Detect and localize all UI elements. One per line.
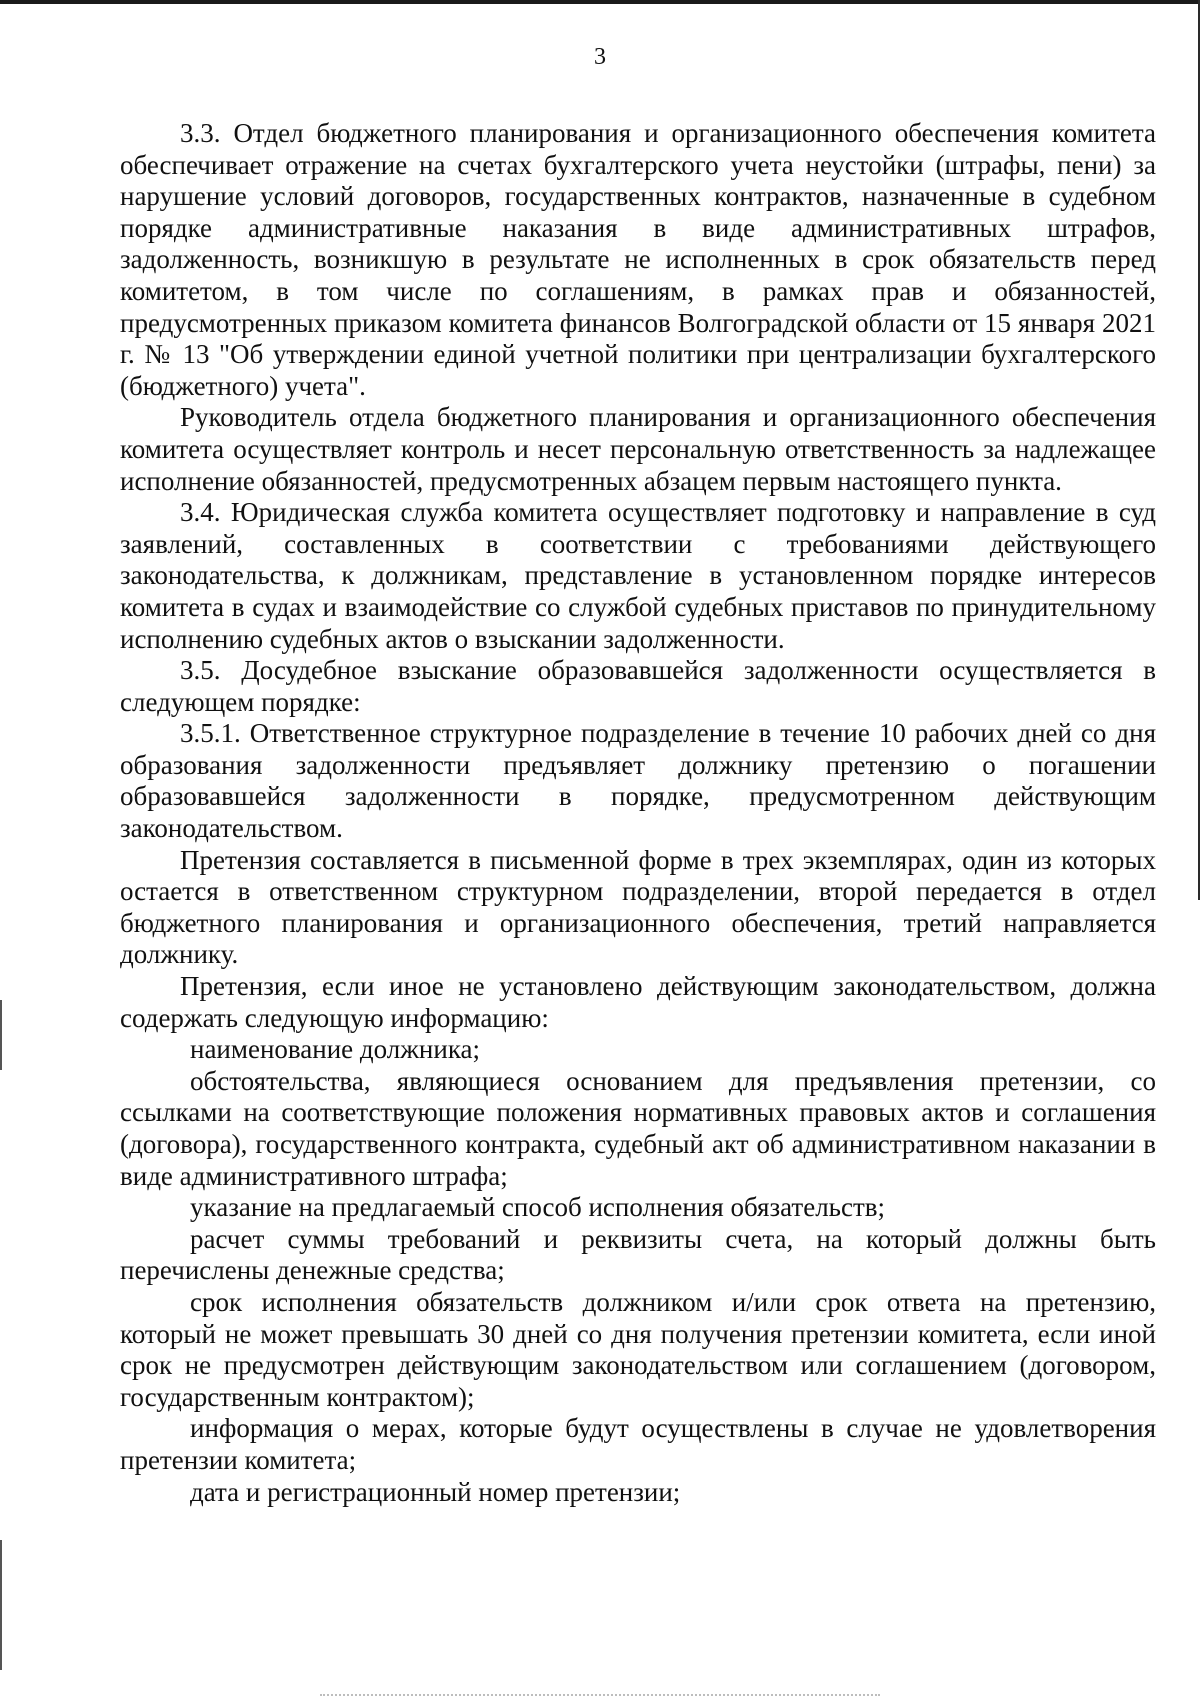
paragraph-3-5: 3.5. Досудебное взыскание образовавшейся задолженности осуществляется в следующем порядке:	[120, 655, 1156, 717]
paragraph-3-5-1: 3.5.1. Ответственное структурное подразделение в течение 10 рабочих дней со дня образования задолженности предъявляет должнику претензию о погашении образовавшейся задолженности в порядке, предусмотренном действующим законодательством.	[120, 718, 1156, 844]
list-item-circumstances: обстоятельства, являющиеся основанием для предъявления претензии, со ссылками на соответствующие положения нормативных правовых актов и соглашения (договора), государственного контракта, судебный акт об административном наказании в виде административного штрафа;	[120, 1065, 1156, 1191]
list-item-deadline: срок исполнения обязательств должником и/или срок ответа на претензию, который не может превышать 30 дней со дня получения претензии комитета, если иной срок не предусмотрен действующим законодательством или соглашением (договором, государственным контрактом);	[120, 1286, 1156, 1412]
list-item-date-number: дата и регистрационный номер претензии;	[190, 1476, 681, 1507]
scan-edge-left-mark-lower	[0, 1540, 2, 1670]
paragraph-claim-contents: Претензия, если иное не установлено действующим законодательством, должна содержать следующую информацию:	[120, 971, 1156, 1033]
paragraph-responsibility: Руководитель отдела бюджетного планирования и организационного обеспечения комитета осуществляет контроль и несет персональную ответственность за надлежащее исполнение обязанностей, предусмотренных абзацем первым настоящего пункта.	[120, 402, 1156, 496]
scan-edge-left-mark	[0, 1000, 2, 1070]
list-item-method: указание на предлагаемый способ исполнения обязательств;	[190, 1192, 886, 1223]
document-body	[120, 118, 1156, 1508]
paragraph-claim-copies: Претензия составляется в письменной форме в трех экземплярах, один из которых остается в ответственном структурном подразделении, второй передается в отдел бюджетного планирования и организационного обеспечения, третий направляется должнику.	[120, 844, 1156, 970]
list-item-debtor-name: наименование должника;	[190, 1034, 481, 1065]
paragraph-3-4: 3.4. Юридическая служба комитета осуществляет подготовку и направление в суд заявлений, составленных в соответствии с требованиями действующего законодательства, к должникам, представление в установленном порядке интересов комитета в судах и взаимодействие со службой судебных приставов по принудительному исполнению судебных актов о взыскании задолженности.	[120, 497, 1156, 654]
paragraph-3-3: 3.3. Отдел бюджетного планирования и организационного обеспечения комитета обеспечивает отражение на счетах бухгалтерского учета неустойки (штрафы, пени) за нарушение условий договоров, государственных контрактов, назначенные в судебном порядке административные наказания в виде административных штрафов, задолженность, возникшую в результате не исполненных в срок обязательств перед комитетом, в том числе по соглашениям, в рамках прав и обязанностей, предусмотренных приказом комитета финансов Волгоградской области от 15 января 2021 г. № 13 "Об утверждении единой учетной политики при централизации бухгалтерского (бюджетного) учета".	[120, 118, 1156, 401]
page-number: 3	[594, 44, 606, 70]
scan-edge-top	[0, 0, 1200, 4]
scan-noise-bottom	[320, 1694, 880, 1698]
list-item-measures: информация о мерах, которые будут осуществлены в случае не удовлетворения претензии комитета;	[120, 1413, 1156, 1475]
list-item-calculation: расчет суммы требований и реквизиты счета, на который должны быть перечислены денежные средства;	[120, 1223, 1156, 1286]
